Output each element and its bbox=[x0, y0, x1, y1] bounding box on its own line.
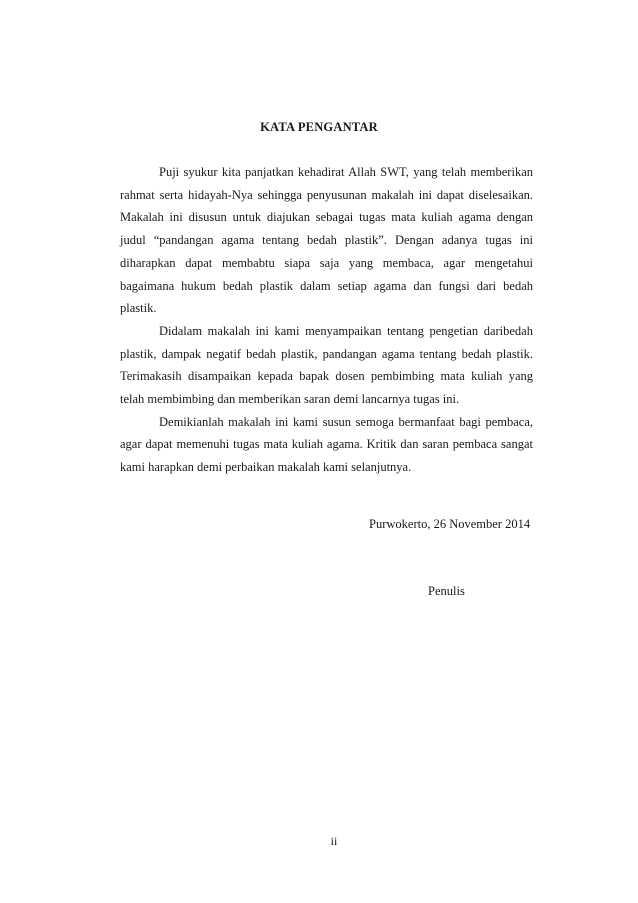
paragraph-intro: Puji syukur kita panjatkan kehadirat Allah SWT, yang telah memberikan rahmat serta hidayah-Nya sehingga penyusunan makalah ini dapat diselesaikan. Makalah ini disusun untuk diajukan sebagai tugas mata kuliah agama dengan judul “pandangan agama tentang bedah plastik”. Dengan adanya tugas ini diharapkan dapat membabtu siapa saja yang membaca, agar mengetahui bagaimana hukum bedah plastik dalam setiap agama dan fungsi dari bedah plastik. bbox=[120, 165, 533, 316]
page-number: ii bbox=[330, 834, 338, 848]
paragraph-closing: Demikianlah makalah ini kami susun semoga bermanfaat bagi pembaca, agar dapat memenuhi tugas mata kuliah agama. Kritik dan saran pembaca sangat kami harapkan demi perbaikan makalah kami selanjutnya. bbox=[120, 414, 533, 475]
place-date: Purwokerto, 26 November 2014 bbox=[369, 517, 531, 531]
page-title: KATA PENGANTAR bbox=[260, 120, 378, 134]
author-signature: Penulis bbox=[428, 584, 465, 598]
document-body bbox=[120, 161, 533, 479]
paragraph-content: Didalam makalah ini kami menyampaikan tentang pengetian daribedah plastik, dampak negatif bedah plastik, pandangan agama tentang bedah plastik. Terimakasih disampaikan kepada bapak dosen pembimbing mata kuliah yang telah membimbing dan memberikan saran demi lancarnya tugas ini. bbox=[120, 323, 533, 407]
